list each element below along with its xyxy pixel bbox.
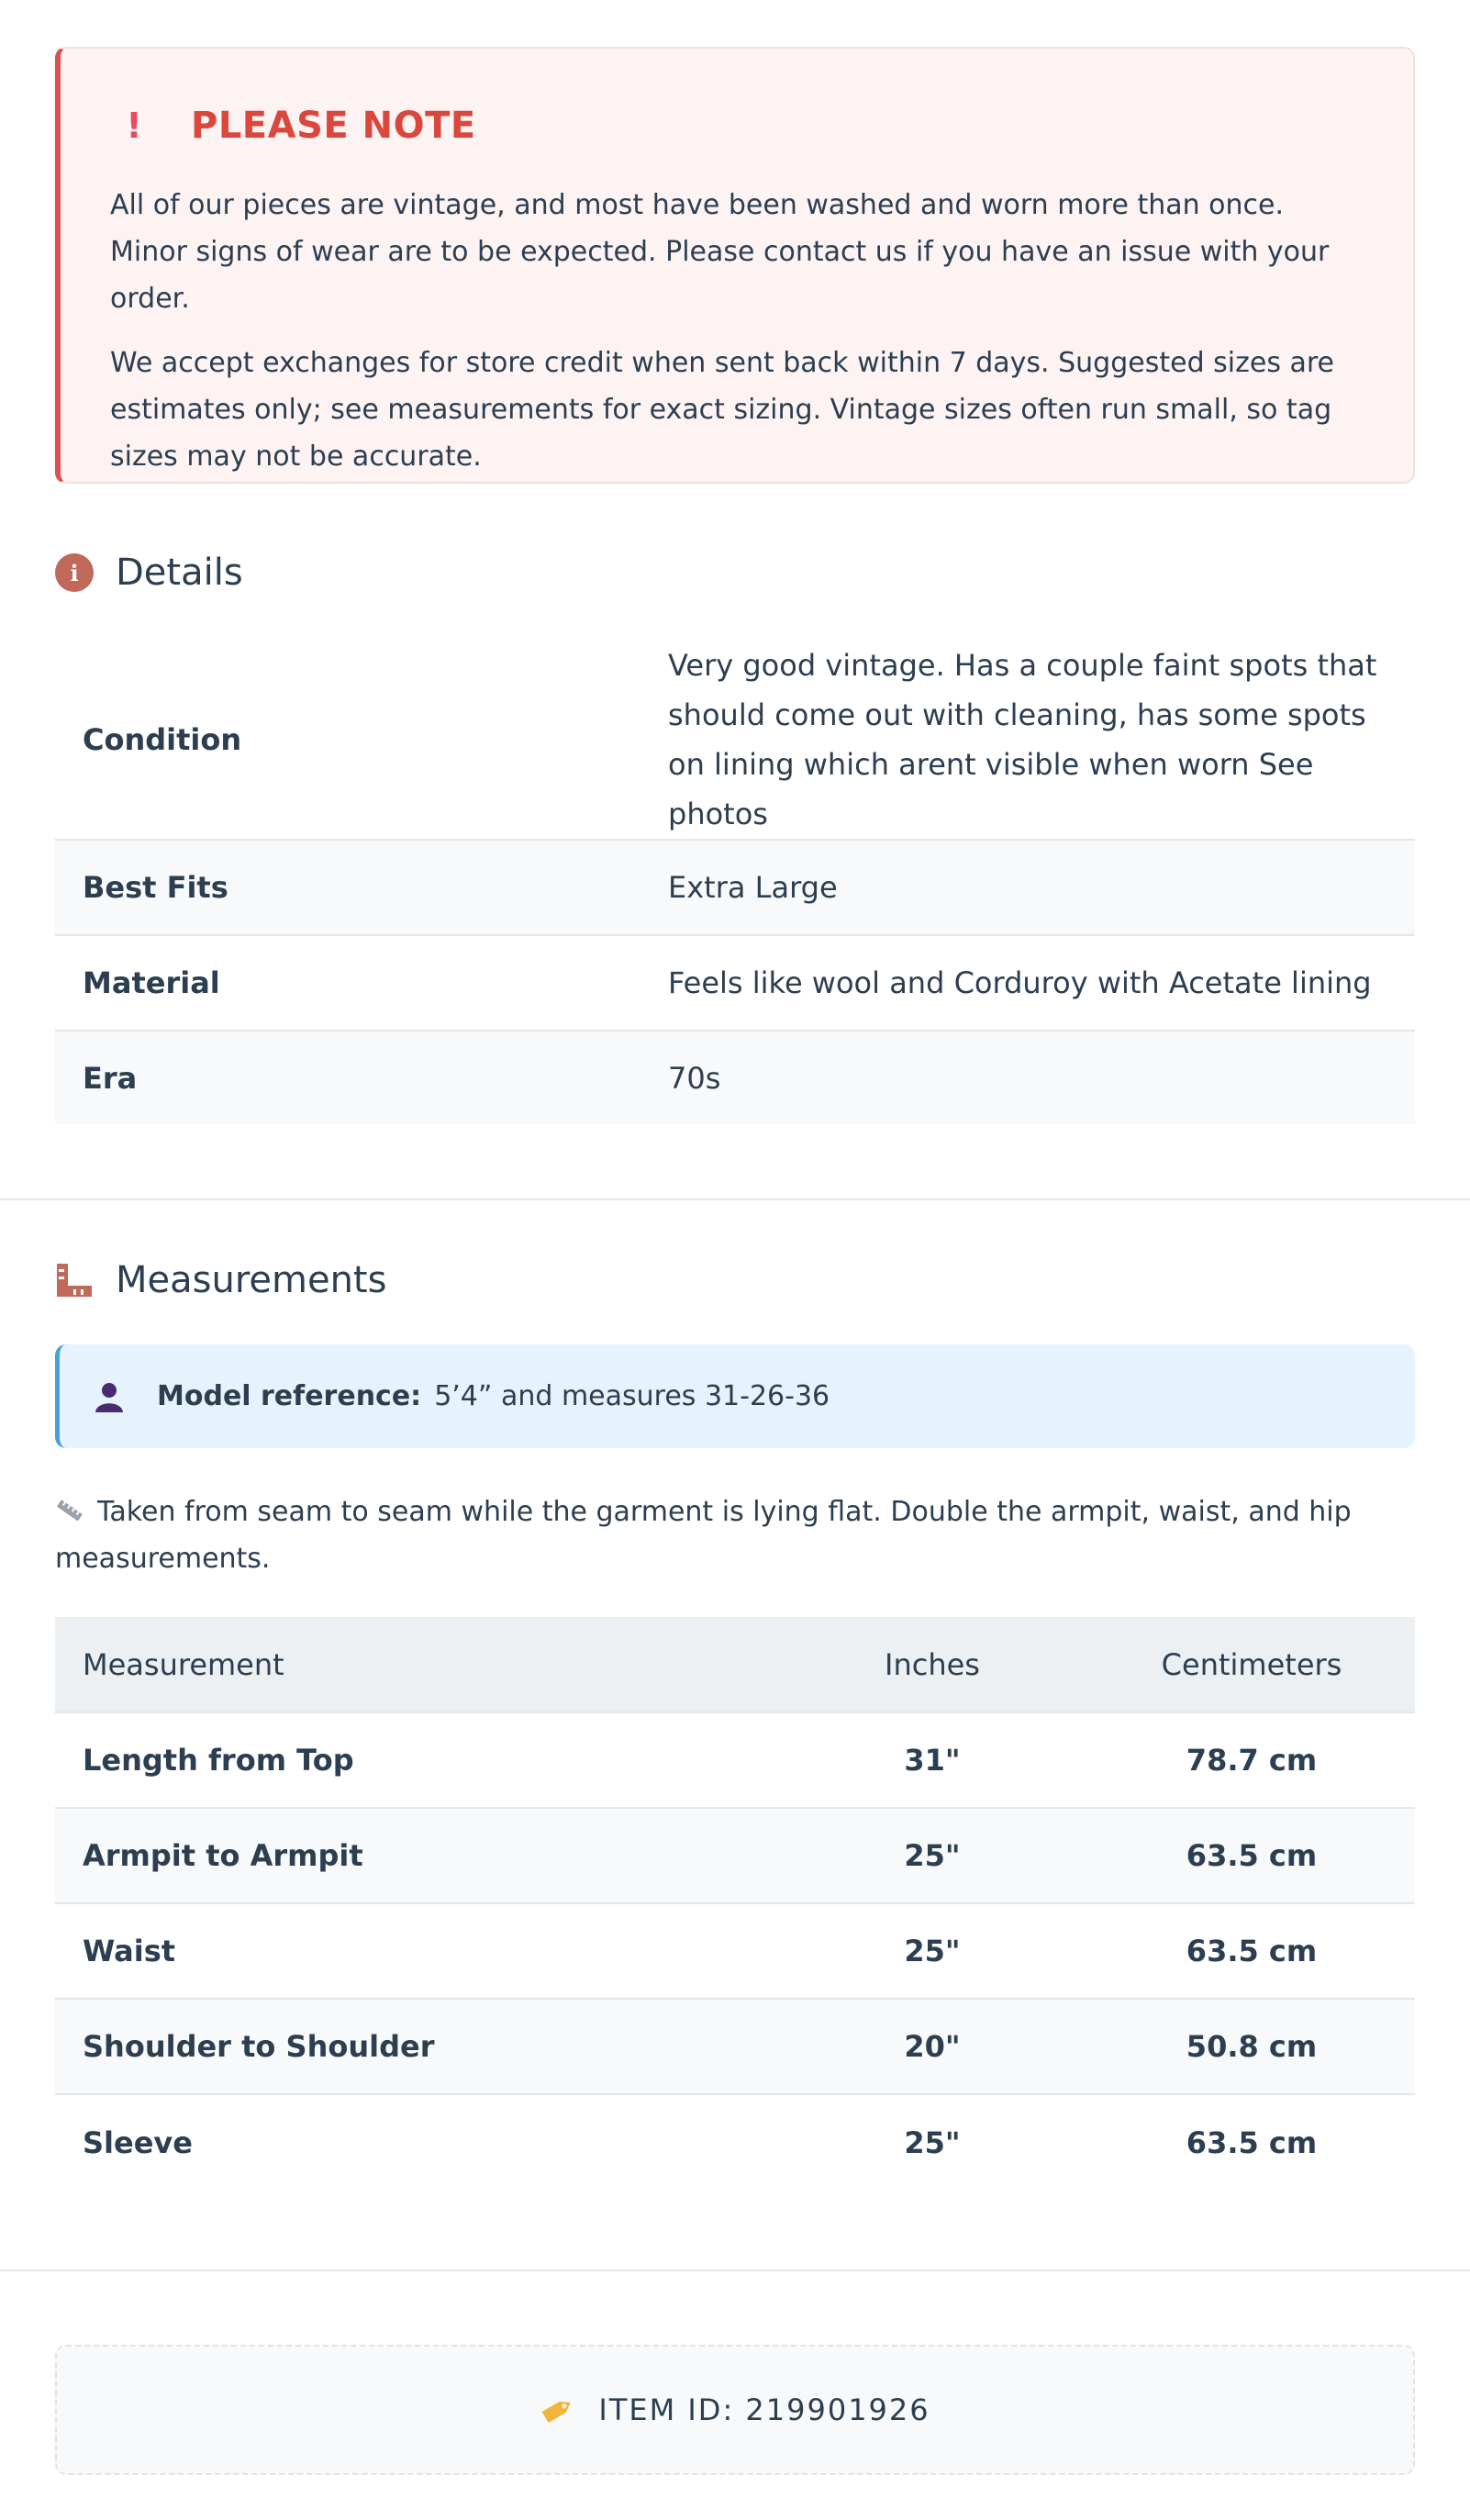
section-divider [0,2269,1470,2271]
details-label: Material [55,935,668,1031]
measurement-name: Sleeve [83,2124,193,2160]
item-id-text: ITEM ID: 219901926 [598,2392,930,2427]
details-value: Feels like wool and Corduroy with Acetate lining [668,935,1415,1031]
info-icon: i [55,553,94,592]
user-icon [93,1380,126,1413]
measurement-inches: 20" [776,1999,1088,2094]
details-heading [55,545,243,600]
details-table [55,641,1415,1124]
measurement-cm: 78.7 cm [1088,1712,1415,1808]
table-row [55,1712,1415,1808]
notice-box [55,47,1415,484]
model-reference-box [55,1344,1415,1448]
measurement-name: Waist [55,1903,776,1999]
column-header-measurement: Measurement [55,1617,776,1712]
section-divider [0,1199,1470,1200]
table-row [55,2094,1415,2190]
table-row [55,1903,1415,1999]
measurements-table [55,1617,1415,2190]
column-header-inches: Inches [776,1617,1088,1712]
notice-paragraph-condition: All of our pieces are vintage, and most have been washed and worn more than once. Minor signs of wear are to be expected. Please contact us if you have an issue with your order. [110,189,1330,315]
measurement-hint-text: Taken from seam to seam while the garment is lying flat. Double the armpit, waist, and hip measurements. [55,1496,1352,1575]
details-label: Era [55,1031,668,1124]
exclamation-icon: ! [126,106,142,146]
details-label: Best Fits [55,840,668,935]
ruler-icon [55,1262,94,1299]
notice-paragraph-exchanges: We accept exchanges for store credit when sent back within 7 days. Suggested sizes are estimates only; see measurements for exact sizing. Vintage sizes often run small, so tag sizes may not be accurate. [110,347,1335,473]
details-label: Condition [55,641,668,840]
measurement-cm: 63.5 cm [1088,1903,1415,1999]
details-value: Very good vintage. Has a couple faint spots that should come out with cleaning, has some spots on lining which arent visible when worn See photos [668,641,1415,840]
details-title: Details [116,552,243,594]
details-row [55,1031,1415,1124]
measurement-cm: 50.8 cm [1088,1999,1415,2094]
measurement-name: Shoulder to Shoulder [55,1999,776,2094]
notice-title: PLEASE NOTE [191,105,476,147]
item-id-box [55,2345,1415,2475]
column-header-centimeters: Centimeters [1088,1617,1415,1712]
pencil-icon [55,1499,86,1522]
measurement-hint [55,1489,1376,1582]
model-reference-label: Model reference: [157,1380,422,1412]
notice-header [110,100,1364,151]
measurement-inches: 25" [776,1808,1088,1903]
table-row [55,1808,1415,1903]
measurements-title: Measurements [116,1259,387,1301]
tag-icon [540,2394,576,2425]
details-row [55,641,1415,840]
measurement-cm: 63.5 cm [1186,2124,1318,2160]
details-value: 70s [668,1031,1415,1124]
table-row [55,1999,1415,2094]
measurement-inches: 25" [776,1903,1088,1999]
measurement-name: Armpit to Armpit [55,1808,776,1903]
details-row [55,840,1415,935]
measurements-heading [55,1253,386,1308]
measurement-inches: 31" [776,1712,1088,1808]
model-reference-value: 5’4” and measures 31-26-36 [434,1380,830,1412]
table-header-row [55,1617,1415,1712]
details-value: Extra Large [668,840,1415,935]
measurement-name: Length from Top [55,1712,776,1808]
measurement-inches: 25" [904,2124,961,2160]
measurement-cm: 63.5 cm [1088,1808,1415,1903]
details-row [55,935,1415,1031]
